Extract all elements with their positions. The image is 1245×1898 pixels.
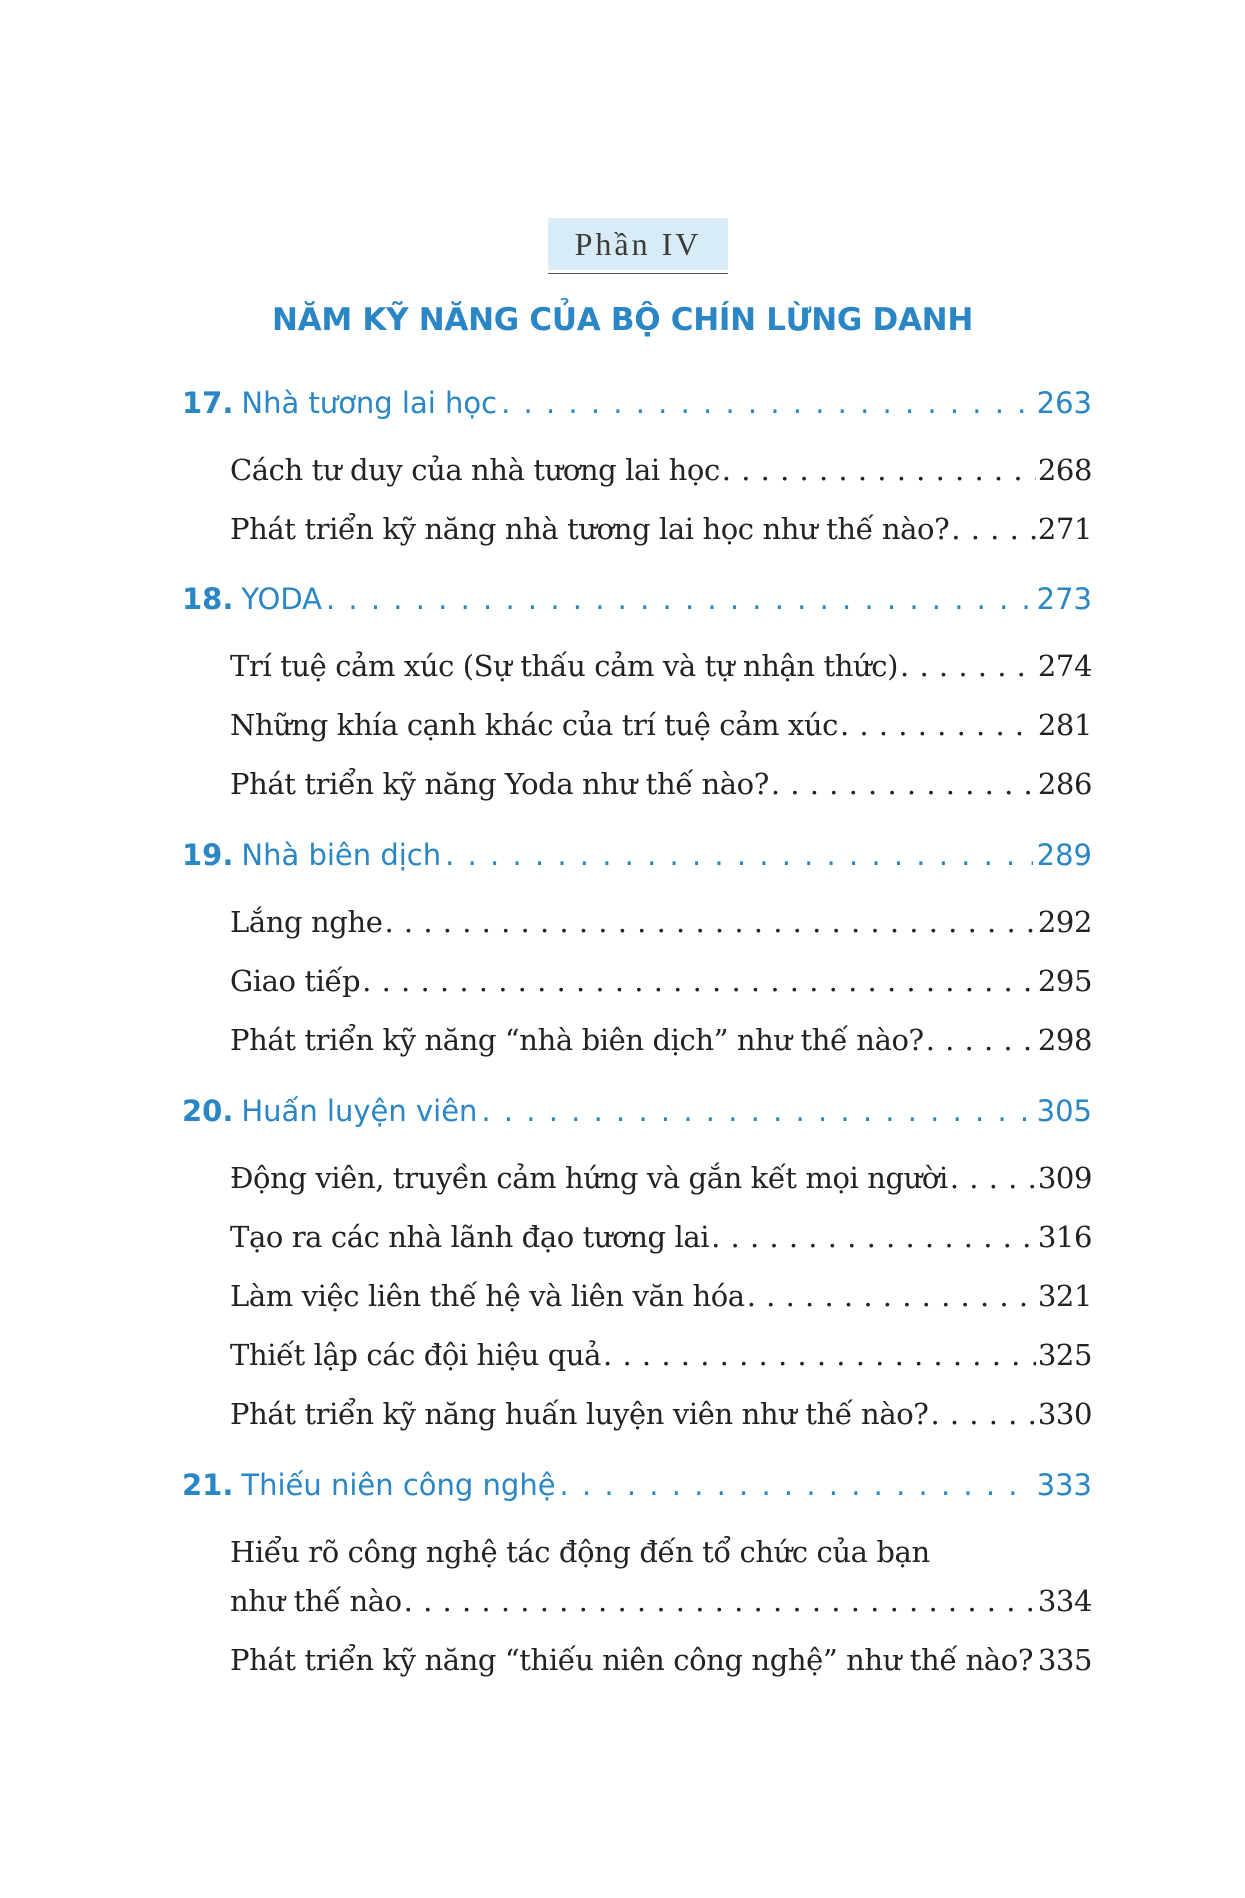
section-title: Tạo ra các nhà lãnh đạo tương lai (230, 1220, 710, 1254)
leader-dots (926, 1023, 1036, 1057)
section-title: Phát triển kỹ năng “thiếu niên công nghệ” như thế nào? (230, 1643, 1033, 1677)
section-title: Giao tiếp (230, 964, 361, 998)
section-title: Phát triển kỹ năng Yoda như thế nào? (230, 767, 769, 801)
leader-dots (951, 512, 1036, 546)
section-title-line2: như thế nào (230, 1584, 402, 1618)
chapter-label (182, 1468, 556, 1502)
section-page-number: 309 (1037, 1161, 1092, 1195)
section-title: Những khía cạnh khác của trí tuệ cảm xúc (230, 708, 838, 742)
section-page-number: 274 (1037, 649, 1092, 683)
toc-section[interactable] (230, 905, 1092, 939)
leader-dots (501, 386, 1033, 420)
toc-section[interactable] (230, 1161, 1092, 1195)
section-page-number: 321 (1037, 1279, 1092, 1313)
toc-section[interactable] (230, 453, 1092, 487)
section-title: Phát triển kỹ năng nhà tương lai học như thế nào? (230, 512, 950, 546)
leader-dots (771, 767, 1036, 801)
section-title: Thiết lập các đội hiệu quả (230, 1338, 602, 1372)
section-page-number: 286 (1037, 767, 1092, 801)
leader-dots (930, 1397, 1035, 1431)
chapter-number: 20. (182, 1094, 234, 1128)
chapter-title: Huấn luyện viên (241, 1094, 478, 1128)
toc-chapter-19[interactable] (182, 838, 1092, 872)
leader-dots (603, 1338, 1036, 1372)
chapter-label (182, 1094, 477, 1128)
chapter-page-number: 273 (1036, 582, 1092, 616)
section-page-number: 298 (1037, 1023, 1092, 1057)
toc-chapter-21[interactable] (182, 1468, 1092, 1502)
chapter-page-number: 289 (1036, 838, 1092, 872)
leader-dots (362, 964, 1036, 998)
section-page-number: 330 (1037, 1397, 1092, 1431)
chapter-number: 18. (182, 582, 234, 616)
chapter-number: 21. (182, 1468, 234, 1502)
chapter-title: Nhà tương lai học (241, 386, 498, 420)
chapter-page-number: 263 (1036, 386, 1092, 420)
leader-dots (711, 1220, 1036, 1254)
part-title: NĂM KỸ NĂNG CỦA BỘ CHÍN LỪNG DANH (272, 302, 973, 338)
toc-section[interactable] (230, 1023, 1092, 1057)
toc-section[interactable] (230, 512, 1092, 546)
leader-dots (840, 708, 1036, 742)
leader-dots (326, 582, 1033, 616)
toc-section[interactable] (230, 649, 1092, 683)
leader-dots (445, 838, 1033, 872)
toc-chapter-20[interactable] (182, 1094, 1092, 1128)
section-title: Trí tuệ cảm xúc (Sự thấu cảm và tự nhận thức) (230, 649, 899, 683)
section-page-number: 292 (1037, 905, 1092, 939)
section-title: Động viên, truyền cảm hứng và gắn kết mọi người (230, 1161, 948, 1195)
chapter-page-number: 333 (1036, 1468, 1092, 1502)
chapter-number: 19. (182, 838, 234, 872)
chapter-label (182, 838, 441, 872)
chapter-title: YODA (241, 582, 322, 616)
toc-section[interactable] (230, 1397, 1092, 1431)
section-page-number: 281 (1037, 708, 1092, 742)
section-title: Phát triển kỹ năng “nhà biên dịch” như thế nào? (230, 1023, 924, 1057)
toc-section[interactable] (230, 964, 1092, 998)
section-page-number: 334 (1037, 1584, 1092, 1618)
toc-chapter-17[interactable] (182, 386, 1092, 420)
leader-dots (481, 1094, 1032, 1128)
chapter-title: Nhà biên dịch (241, 838, 442, 872)
section-page-number: 268 (1037, 453, 1092, 487)
leader-dots (1035, 1643, 1036, 1677)
section-page-number: 316 (1037, 1220, 1092, 1254)
section-page-number: 271 (1037, 512, 1092, 546)
section-title: Cách tư duy của nhà tương lai học (230, 453, 720, 487)
toc-section[interactable] (230, 1279, 1092, 1313)
toc-section[interactable] (230, 767, 1092, 801)
section-page-number: 335 (1037, 1643, 1092, 1677)
toc-section[interactable] (230, 1220, 1092, 1254)
section-page-number: 295 (1037, 964, 1092, 998)
leader-dots (404, 1584, 1036, 1618)
part-label: Phần IV (548, 218, 728, 270)
chapter-title: Thiếu niên công nghệ (241, 1468, 556, 1502)
toc-chapter-18[interactable] (182, 582, 1092, 616)
leader-dots (950, 1161, 1036, 1195)
leader-dots (560, 1468, 1033, 1502)
section-page-number: 325 (1037, 1338, 1092, 1372)
chapter-label (182, 582, 322, 616)
leader-dots (900, 649, 1036, 683)
chapter-page-number: 305 (1036, 1094, 1092, 1128)
chapter-label (182, 386, 497, 420)
leader-dots (747, 1279, 1036, 1313)
leader-dots (722, 453, 1036, 487)
leader-dots (385, 905, 1036, 939)
chapter-number: 17. (182, 386, 234, 420)
section-title: Phát triển kỹ năng huấn luyện viên như thế nào? (230, 1397, 929, 1431)
toc-section[interactable] (230, 1338, 1092, 1372)
section-title: Làm việc liên thế hệ và liên văn hóa (230, 1279, 745, 1313)
toc-section[interactable] (230, 1584, 1092, 1618)
toc-section[interactable] (230, 708, 1092, 742)
toc-section[interactable] (230, 1643, 1092, 1677)
section-title: Lắng nghe (230, 905, 383, 939)
section-title-line1: Hiểu rõ công nghệ tác động đến tổ chức của bạn (230, 1535, 930, 1569)
